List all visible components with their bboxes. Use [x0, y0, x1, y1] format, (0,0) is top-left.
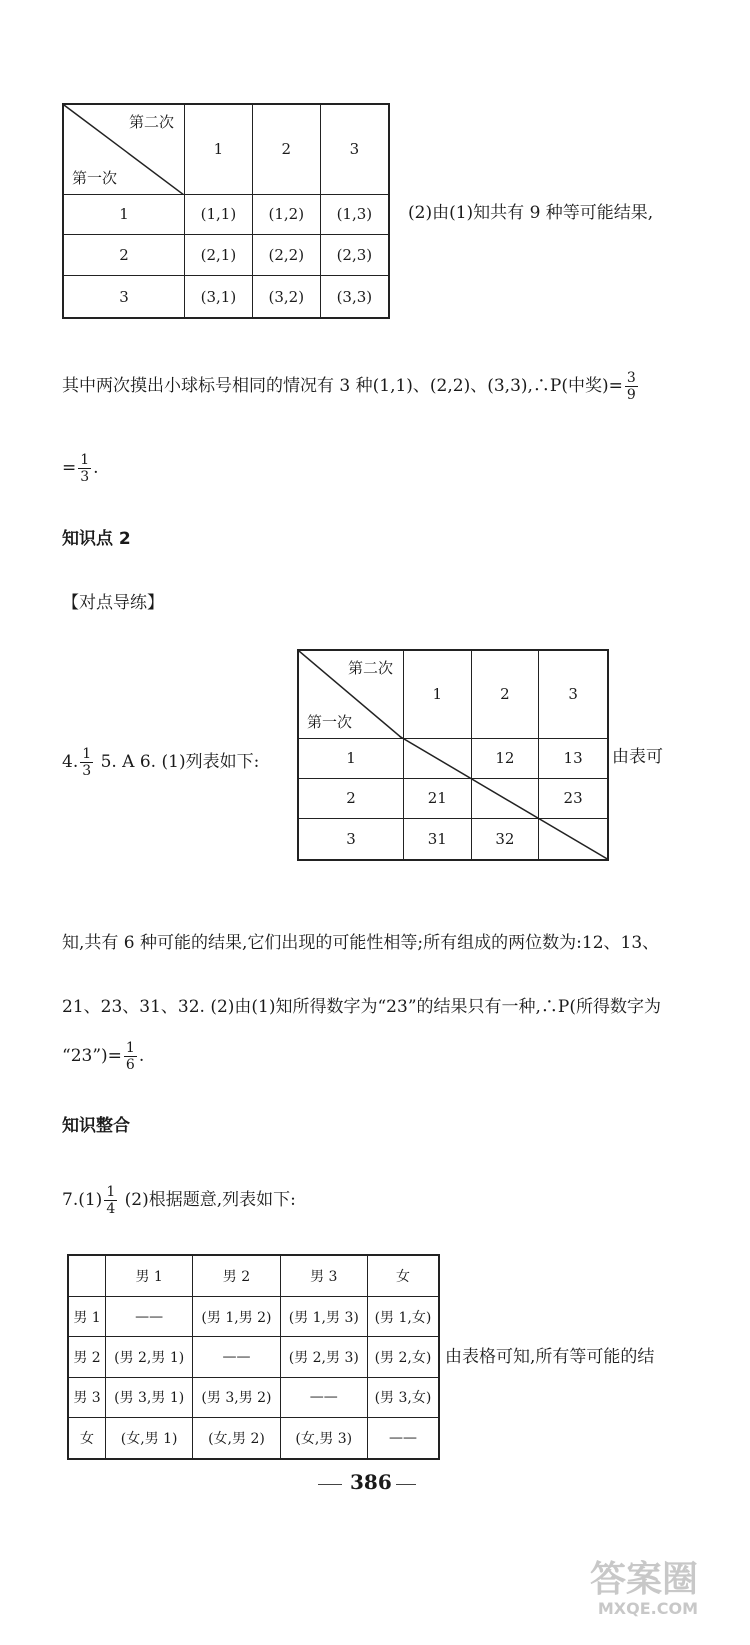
paragraph-line: 知,共有 6 种可能的结果,它们出现的可能性相等;所有组成的两位数为:12、13、 [62, 933, 660, 953]
table2-cell: 12 [471, 738, 539, 778]
bracket-title: 【对点导练】 [62, 593, 164, 613]
table3-cell: —— [280, 1377, 367, 1417]
table3-cell: (女,男 1) [106, 1418, 193, 1459]
table2-header-cell: 3 [539, 650, 608, 738]
table1-cell: (3,3) [320, 276, 389, 318]
probability-result: = $\frac{1}{3}$ . [62, 452, 99, 485]
table3-cell: (男 2,男 1) [106, 1337, 193, 1377]
table-row [68, 1337, 439, 1377]
table3-cell: —— [193, 1337, 280, 1377]
table3-cell: (男 3,女) [367, 1377, 439, 1417]
side-note-3: 由表格可知,所有等可能的结 [445, 1347, 655, 1367]
section-heading: 知识点 2 [62, 529, 131, 549]
fraction: $\frac{1}{4}$ [106, 1184, 116, 1217]
table1-cell: (1,1) [185, 194, 253, 235]
table2-header-cell: 2 [471, 650, 539, 738]
fraction: $\frac{1}{6}$ [125, 1040, 135, 1073]
paragraph-line: “23”)= $\frac{1}{6}$ . [62, 1040, 145, 1073]
table2-header-cell: 1 [404, 650, 472, 738]
page-number: 386 [350, 1470, 392, 1494]
table3-cell: (女,男 3) [280, 1418, 367, 1459]
question-7: 7.(1) $\frac{1}{4}$ (2)根据题意,列表如下: [62, 1184, 296, 1217]
table1-cell: (2,1) [185, 235, 253, 276]
table3-header-cell: 男 2 [193, 1255, 280, 1296]
page-number-rule-right [396, 1484, 416, 1485]
fraction: $\frac{1}{3}$ [82, 746, 92, 779]
table2-row-label: 3 [298, 819, 404, 860]
side-note-1: (2)由(1)知共有 9 种等可能结果, [408, 203, 654, 223]
table2-cell: 31 [404, 819, 472, 860]
table1-row-label: 2 [63, 235, 185, 276]
table1-row-label: 1 [63, 194, 185, 235]
table2-corner-bottom: 第一次 [307, 712, 353, 731]
table1-corner-top: 第二次 [128, 113, 174, 131]
probability-table-1 [62, 103, 390, 319]
probability-line [62, 370, 640, 403]
table2-cell: 21 [404, 778, 472, 818]
table1-corner-cell [63, 104, 185, 194]
after-table-text: 由表可 [612, 747, 663, 767]
table1-header-cell: 1 [185, 104, 253, 194]
table3-cell: (男 1,男 3) [280, 1296, 367, 1336]
table1-corner-bottom: 第一次 [72, 168, 118, 187]
table3-cell: (男 3,男 1) [106, 1377, 193, 1417]
table1-header-cell: 2 [252, 104, 320, 194]
table3-cell: (女,男 2) [193, 1418, 280, 1459]
table1-cell: (1,3) [320, 194, 389, 235]
section-heading: 知识整合 [62, 1116, 130, 1136]
table-row [68, 1255, 439, 1296]
table2-corner-cell [298, 650, 404, 738]
table3-header-cell: 男 3 [280, 1255, 367, 1296]
table1-cell: (3,2) [252, 276, 320, 318]
table3-header-cell: 男 1 [106, 1255, 193, 1296]
table2-row-label: 2 [298, 778, 404, 818]
table3-header-cell: 女 [367, 1255, 439, 1296]
fraction: $\frac{3}{9}$ [626, 370, 636, 403]
table1-cell: (1,2) [252, 194, 320, 235]
fraction: $\frac{1}{3}$ [80, 452, 90, 485]
gender-pair-table [67, 1254, 440, 1460]
table2-long-diagonal [399, 736, 609, 862]
table3-cell: (男 3,男 2) [193, 1377, 280, 1417]
table-row [63, 276, 389, 318]
table-row [63, 194, 389, 235]
table3-cell: (男 1,男 2) [193, 1296, 280, 1336]
table-row [63, 235, 389, 276]
watermark-logo: 答案圈 MXQE.COM [590, 1559, 699, 1618]
paragraph-line: 21、23、31、32. (2)由(1)知所得数字为“23”的结果只有一种,∴P(所得数字为 [62, 997, 661, 1017]
page-number-rule-left [318, 1484, 342, 1485]
table1-header-cell: 3 [320, 104, 389, 194]
table2-cell: 23 [539, 778, 608, 818]
table-row [68, 1296, 439, 1336]
table2-corner-top: 第二次 [347, 659, 393, 677]
probability-text: 其中两次摸出小球标号相同的情况有 3 种(1,1)、(2,2)、(3,3),∴P(中奖)= [62, 376, 623, 396]
table3-row-label: 男 3 [68, 1377, 106, 1417]
table3-cell: (男 1,女) [367, 1296, 439, 1336]
table3-cell: (男 2,女) [367, 1337, 439, 1377]
table1-row-label: 3 [63, 276, 185, 318]
table3-header-cell [68, 1255, 106, 1296]
table1-cell: (3,1) [185, 276, 253, 318]
table3-row-label: 男 1 [68, 1296, 106, 1336]
answers-row: 4. $\frac{1}{3}$ 5. A 6. (1)列表如下: [62, 746, 260, 779]
table3-row-label: 女 [68, 1418, 106, 1459]
table2-cell: 32 [471, 819, 539, 860]
table3-row-label: 男 2 [68, 1337, 106, 1377]
table2-row-label: 1 [298, 738, 404, 778]
table-row [68, 1377, 439, 1417]
table3-cell: (男 2,男 3) [280, 1337, 367, 1377]
table-row [68, 1418, 439, 1459]
table1-cell: (2,3) [320, 235, 389, 276]
table2-cell: 13 [539, 738, 608, 778]
table3-cell: —— [106, 1296, 193, 1336]
table3-cell: —— [367, 1418, 439, 1459]
table1-cell: (2,2) [252, 235, 320, 276]
